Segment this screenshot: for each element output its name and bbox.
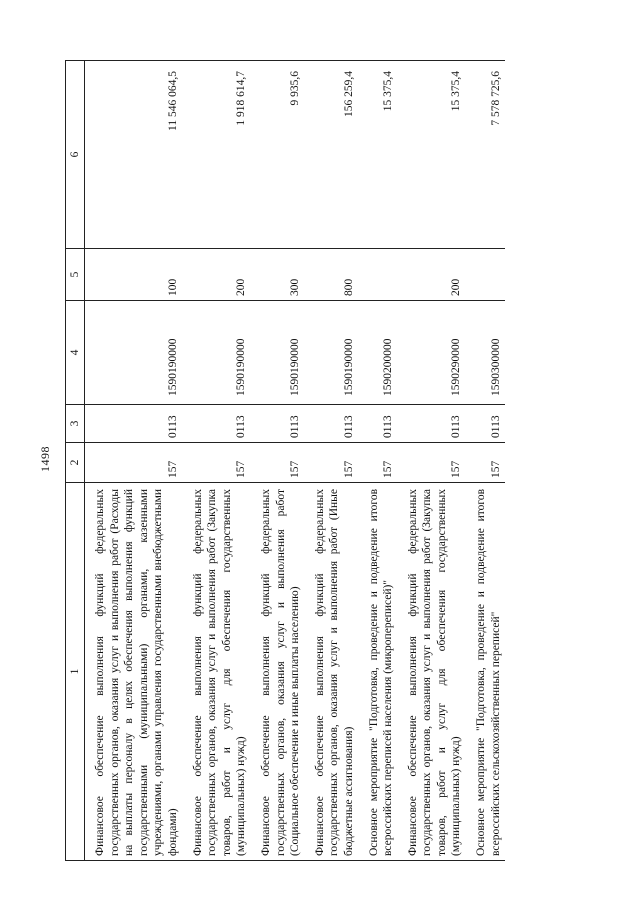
row-section-code: 0113 (183, 405, 251, 443)
row-amount: 7 578 725,6 (466, 61, 505, 249)
row-target-code: 1590190000 (305, 301, 359, 405)
row-amount: 15 375,4 (398, 61, 466, 249)
row-ministry-code: 157 (359, 443, 398, 483)
row-ministry-code: 157 (85, 443, 183, 483)
row-section-code: 0113 (85, 405, 183, 443)
row-ministry-code: 157 (466, 443, 505, 483)
column-header-target-article: 4 (66, 301, 85, 405)
row-description: Финансовое обеспечение выполнения функций федеральных государственных органов, оказания услуг и выполнения работ (Социальное обеспечение и иные выплаты населению) (251, 483, 305, 861)
row-description: Финансовое обеспечение выполнения функций федеральных государственных органов, оказания услуг и выполнения работ (Расходы на выплаты персоналу в целях обеспечения выполнения функций государственными (муниципальными) органами, казенными учреждениями, органами управления государственными внебюджетными фондами) (85, 483, 183, 861)
table-row (251, 61, 305, 861)
row-description: Основное мероприятие "Подготовка, проведение и подведение итогов всероссийских сельскохозяйственных переписей" (466, 483, 505, 861)
row-amount: 9 935,6 (251, 61, 305, 249)
row-section-code: 0113 (251, 405, 305, 443)
row-description: Основное мероприятие "Подготовка, проведение и подведение итогов всероссийских переписей населения (микропереписей)" (359, 483, 398, 861)
table-row (398, 61, 466, 861)
table-body (85, 61, 506, 861)
column-header-amount: 6 (66, 61, 85, 249)
row-target-code: 1590190000 (85, 301, 183, 405)
row-ministry-code: 157 (183, 443, 251, 483)
row-ministry-code: 157 (305, 443, 359, 483)
row-section-code: 0113 (305, 405, 359, 443)
column-header-section: 3 (66, 405, 85, 443)
row-ministry-code: 157 (251, 443, 305, 483)
row-section-code: 0113 (398, 405, 466, 443)
row-amount: 15 375,4 (359, 61, 398, 249)
row-target-code: 1590300000 (466, 301, 505, 405)
table-row (305, 61, 359, 861)
table-row (183, 61, 251, 861)
row-target-code: 1590290000 (398, 301, 466, 405)
row-target-code: 1590190000 (183, 301, 251, 405)
row-target-code: 1590190000 (251, 301, 305, 405)
row-description: Финансовое обеспечение выполнения функций федеральных государственных органов, оказания услуг и выполнения работ (Иные бюджетные ассигнования) (305, 483, 359, 861)
column-header-description: 1 (66, 483, 85, 861)
table-row (85, 61, 183, 861)
row-expense-type: 800 (305, 249, 359, 301)
row-description: Финансовое обеспечение выполнения функций федеральных государственных органов, оказания услуг и выполнения работ (Закупка товаров, работ и услуг для обеспечения государственных (муниципальных) нужд) (398, 483, 466, 861)
budget-table-container (65, 61, 600, 861)
row-expense-type: 200 (398, 249, 466, 301)
row-expense-type: 300 (251, 249, 305, 301)
page-number: 1498 (37, 446, 52, 472)
budget-table (65, 60, 505, 861)
table-row (466, 61, 505, 861)
row-expense-type: 200 (183, 249, 251, 301)
row-amount: 156 259,4 (305, 61, 359, 249)
row-expense-type: 100 (85, 249, 183, 301)
row-ministry-code: 157 (398, 443, 466, 483)
table-header-row (66, 61, 85, 861)
row-target-code: 1590200000 (359, 301, 398, 405)
row-amount: 11 546 064,5 (85, 61, 183, 249)
table-row (359, 61, 398, 861)
row-expense-type (466, 249, 505, 301)
row-description: Финансовое обеспечение выполнения функций федеральных государственных органов, оказания услуг и выполнения работ (Закупка товаров, работ и услуг для обеспечения государственных (муниципальных) нужд) (183, 483, 251, 861)
row-section-code: 0113 (359, 405, 398, 443)
row-amount: 1 918 614,7 (183, 61, 251, 249)
row-expense-type (359, 249, 398, 301)
column-header-ministry: 2 (66, 443, 85, 483)
column-header-expense-type: 5 (66, 249, 85, 301)
row-section-code: 0113 (466, 405, 505, 443)
